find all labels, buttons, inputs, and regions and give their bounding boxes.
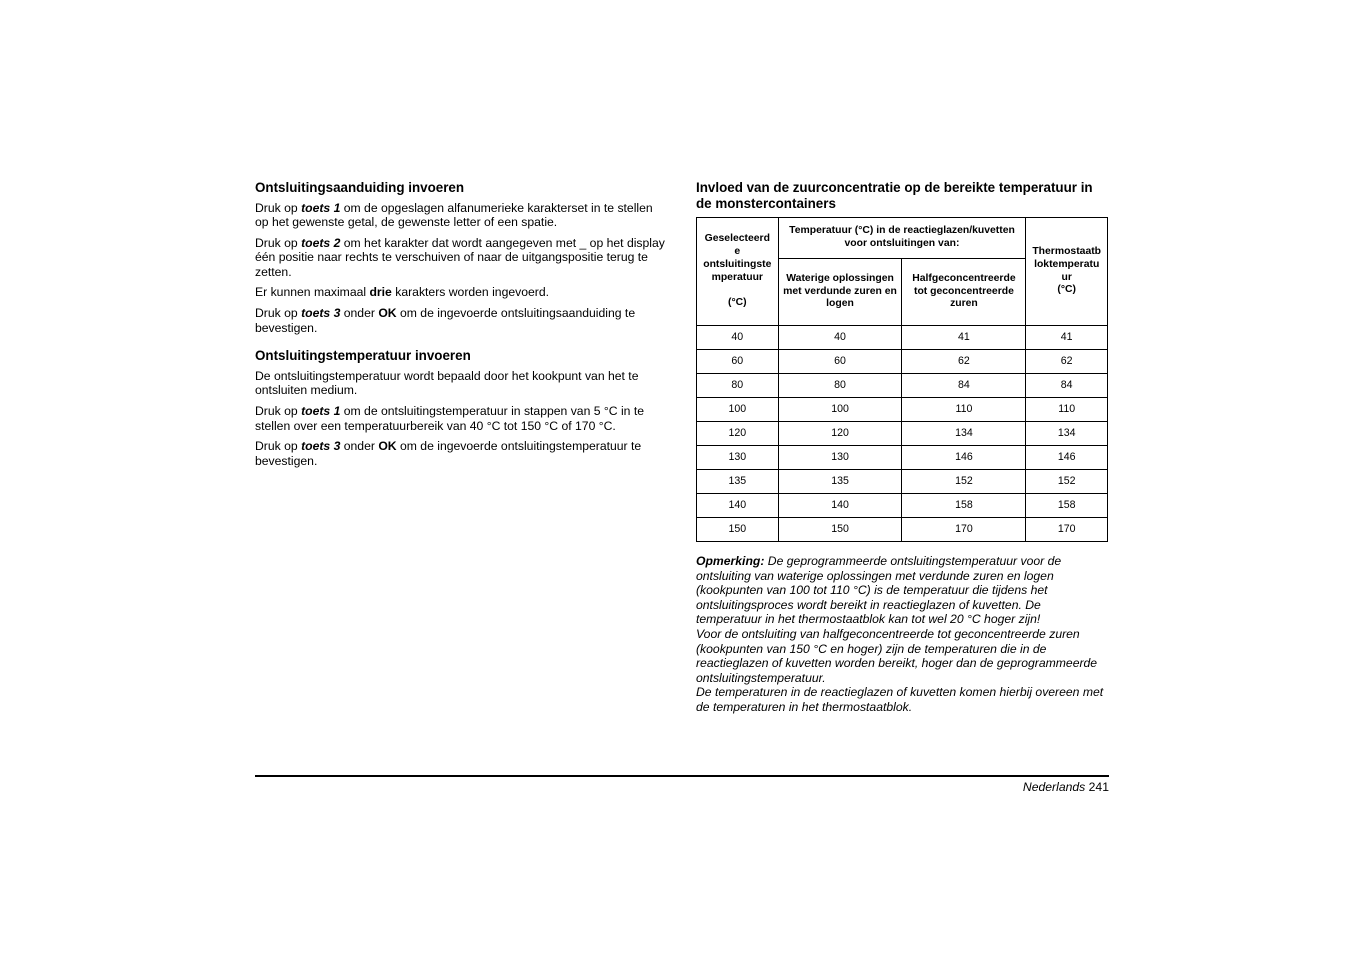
temperature-table — [696, 217, 1108, 542]
table-cell: 100 — [697, 398, 779, 422]
table-cell: 134 — [902, 422, 1026, 446]
table-body — [697, 326, 1108, 542]
page-footer — [255, 780, 1109, 794]
key-label: toets 2 — [301, 235, 341, 250]
table-cell: 134 — [1026, 422, 1108, 446]
table-cell: 62 — [1026, 350, 1108, 374]
table-row — [697, 470, 1108, 494]
table-cell: 60 — [697, 350, 779, 374]
header-aqueous-solutions: Waterige oplossingen met verdunde zuren en logen — [778, 259, 902, 326]
key-label: toets 1 — [301, 200, 341, 215]
table-cell: 140 — [778, 494, 902, 518]
table-cell: 135 — [778, 470, 902, 494]
note-label: Opmerking: — [696, 554, 765, 568]
table-cell: 130 — [778, 446, 902, 470]
paragraph-key1-temp: Druk op toets 1 om de ontsluitingstemperatuur in stappen van 5 °C in te stellen over een temperatuurbereik van 40 °C tot 150 °C of 170 °C. — [255, 403, 644, 433]
page-number: 241 — [1088, 780, 1109, 794]
table-cell: 80 — [778, 374, 902, 398]
table-row — [697, 422, 1108, 446]
paragraph-key3-confirm: Druk op toets 3 onder OK om de ingevoerde ontsluitingsaanduiding te bevestigen. — [255, 306, 636, 335]
table-row — [697, 350, 1108, 374]
table-cell: 110 — [1026, 398, 1108, 422]
note-paragraph-2: Voor de ontsluiting van halfgeconcentreerde tot geconcentreerde zuren (kookpunten van 150 °C en hoger) zijn de temperaturen die in de reactieglazen of kuvetten worden bereikt, hoger dan de geprogrammeerde ontsluitingstemperatuur. — [696, 626, 1098, 685]
paragraph-max-chars: Er kunnen maximaal drie karakters worden ingevoerd. — [255, 285, 550, 300]
table-cell: 120 — [778, 422, 902, 446]
table-cell: 41 — [1026, 326, 1108, 350]
key-label: toets 3 — [301, 439, 341, 454]
table-cell: 60 — [778, 350, 902, 374]
section-title-temperature: Ontsluitingstemperatuur invoeren — [255, 348, 471, 364]
right-column — [696, 180, 1108, 715]
table-cell: 80 — [697, 374, 779, 398]
note-paragraph-3: De temperaturen in de reactieglazen of kuvetten komen hierbij overeen met de temperaturen in het thermostaatblok. — [696, 685, 1104, 714]
paragraph-key1: Druk op toets 1 om de opgeslagen alfanumerieke karakterset in te stellen op het gewenste getal, de gewenste letter of een spatie. — [255, 200, 653, 230]
footer-divider — [255, 775, 1109, 777]
table-cell: 130 — [697, 446, 779, 470]
table-cell: 158 — [1026, 494, 1108, 518]
table-cell: 62 — [902, 350, 1026, 374]
section-title-acid-influence: Invloed van de zuurconcentratie op de bereikte temperatuur in de monstercontainers — [696, 180, 1093, 211]
table-cell: 158 — [902, 494, 1026, 518]
note-block — [696, 554, 1108, 715]
section-title-identifier: Ontsluitingsaanduiding invoeren — [255, 180, 465, 195]
table-cell: 40 — [778, 326, 902, 350]
table-cell: 84 — [1026, 374, 1108, 398]
table-row — [697, 518, 1108, 542]
table-cell: 146 — [1026, 446, 1108, 470]
table-cell: 170 — [902, 518, 1026, 542]
table-cell: 150 — [778, 518, 902, 542]
footer-language: Nederlands — [1022, 780, 1086, 794]
table-cell: 135 — [697, 470, 779, 494]
table-cell: 100 — [778, 398, 902, 422]
header-group-reaction-temp: Temperatuur (°C) in de reactieglazen/kuvetten voor ontsluitingen van: — [778, 218, 1026, 259]
table-row — [697, 446, 1108, 470]
table-cell: 41 — [902, 326, 1026, 350]
table-cell: 150 — [697, 518, 779, 542]
key-label: toets 1 — [301, 403, 341, 418]
paragraph-boiling-point: De ontsluitingstemperatuur wordt bepaald door het kookpunt van het te ontsluiten medium. — [255, 368, 639, 398]
header-selected-temp: Geselecteerd e ontsluitingste mperatuur (°C) — [697, 218, 779, 326]
table-row — [697, 398, 1108, 422]
paragraph-key2: Druk op toets 2 om het karakter dat wordt aangegeven met _ op het display één positie naar rechts te verschuiven of naar de uitgangspositie terug te zetten. — [255, 235, 665, 279]
header-concentrated-acids: Halfgeconcentreerde tot geconcentreerde zuren — [902, 259, 1026, 326]
note-paragraph-1: Opmerking: De geprogrammeerde ontsluitingstemperatuur voor de ontsluiting van waterige oplossingen met verdunde zuren en logen (kookpunten van 100 tot 110 °C) is de temperatuur die tijdens het ontsluitingsproces wordt bereikt in reactieglazen of kuvetten. De temperatuur in het thermostaatblok kan tot wel 20 °C hoger zijn! — [696, 554, 1062, 627]
table-cell: 146 — [902, 446, 1026, 470]
table-cell: 140 — [697, 494, 779, 518]
table-cell: 152 — [1026, 470, 1108, 494]
table-cell: 120 — [697, 422, 779, 446]
table-cell: 110 — [902, 398, 1026, 422]
key-label: toets 3 — [301, 306, 341, 321]
table-row — [697, 494, 1108, 518]
table-cell: 40 — [697, 326, 779, 350]
table-cell: 170 — [1026, 518, 1108, 542]
table-cell: 152 — [902, 470, 1026, 494]
table-row — [697, 326, 1108, 350]
table-row — [697, 374, 1108, 398]
left-column — [255, 180, 669, 474]
paragraph-key3-temp: Druk op toets 3 onder OK om de ingevoerde ontsluitingstemperatuur te bevestigen. — [255, 439, 642, 468]
header-thermoblock-temp: Thermostaatb loktemperatu ur (°C) — [1026, 218, 1108, 326]
table-cell: 84 — [902, 374, 1026, 398]
